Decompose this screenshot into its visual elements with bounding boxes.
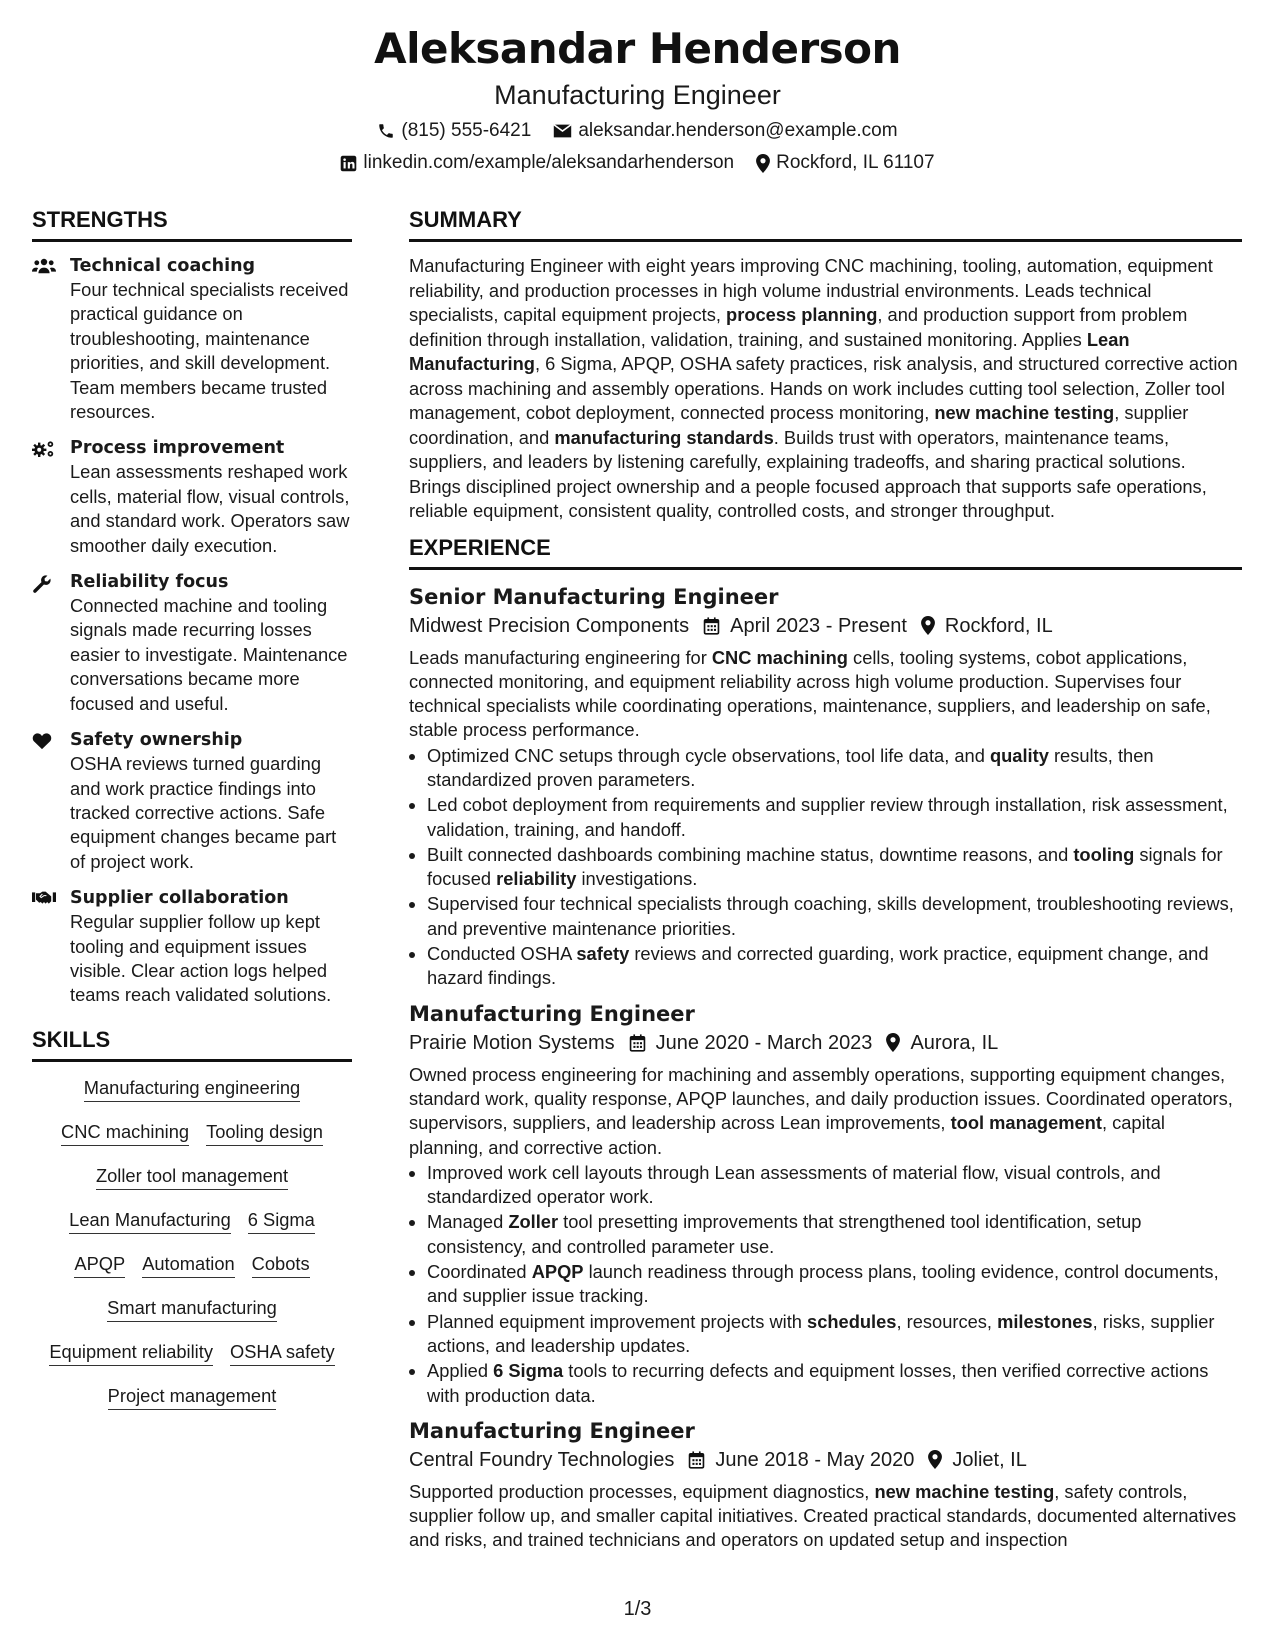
strength-item xyxy=(32,570,352,716)
job-title: Manufacturing Engineer xyxy=(409,1001,695,1026)
strength-desc: OSHA reviews turned guarding and work practice findings into tracked corrective actions. Safe equipment changes became part of project work. xyxy=(70,753,337,872)
job-location-text: Rockford, IL xyxy=(944,614,1053,637)
skill-tag: Project management xyxy=(108,1384,277,1410)
phone-icon xyxy=(377,122,395,140)
strength-desc: Connected machine and tooling signals made recurring losses easier to investigate. Maintenance conversations became more focused and useful. xyxy=(70,595,348,714)
phone-text: (815) 555-6421 xyxy=(401,120,532,141)
linkedin-contact[interactable] xyxy=(340,150,734,176)
skill-tag: 6 Sigma xyxy=(248,1208,315,1234)
map-pin-icon xyxy=(886,1033,900,1052)
candidate-title: Manufacturing Engineer xyxy=(494,80,781,110)
skill-tag: Lean Manufacturing xyxy=(69,1208,231,1234)
job-location-text: Aurora, IL xyxy=(910,1031,999,1054)
strengths-heading: STRENGTHS xyxy=(32,206,352,242)
bold-keyword: tool management xyxy=(950,1112,1102,1134)
skill-row xyxy=(32,1252,352,1278)
phone-contact xyxy=(377,118,531,144)
bold-keyword: process planning xyxy=(726,304,878,325)
bold-keyword: 6 Sigma xyxy=(493,1360,564,1382)
job-title: Manufacturing Engineer xyxy=(409,1418,695,1443)
email-contact[interactable] xyxy=(553,118,897,144)
job-location xyxy=(928,1446,1026,1474)
job-entry xyxy=(409,582,1242,991)
resume-header xyxy=(0,20,1275,176)
bold-keyword: schedules xyxy=(807,1310,897,1332)
job-bullet: • Managed Zoller tool presetting improvements that strengthened tool identification, setup consistency, and controlled parameter use. xyxy=(427,1210,1242,1259)
page-number: 1/3 xyxy=(623,1598,652,1620)
strength-item xyxy=(32,886,352,1008)
strength-title: Supplier collaboration xyxy=(70,888,289,909)
strength-title: Reliability focus xyxy=(70,572,229,593)
job-dates xyxy=(629,1029,873,1057)
job-entry xyxy=(409,1416,1242,1553)
company-name: Central Foundry Technologies xyxy=(409,1448,675,1471)
strength-title: Technical coaching xyxy=(70,256,256,276)
job-meta xyxy=(409,1446,1242,1474)
skill-row xyxy=(32,1164,352,1190)
skill-tag: OSHA safety xyxy=(230,1340,335,1366)
bold-keyword: APQP xyxy=(531,1261,584,1283)
gears-icon xyxy=(32,436,58,558)
bold-keyword: tooling xyxy=(1073,843,1135,865)
skill-tag: Smart manufacturing xyxy=(107,1296,277,1322)
skill-tag: Zoller tool management xyxy=(96,1164,288,1190)
map-pin-icon xyxy=(756,154,770,173)
map-pin-icon xyxy=(921,616,935,635)
skill-row xyxy=(32,1208,352,1234)
job-bullet: • Planned equipment improvement projects with schedules, resources, milestones, risks, supplier actions, and leadership updates. xyxy=(427,1310,1242,1359)
strength-desc: Four technical specialists received practical guidance on troubleshooting, maintenance priorities, and skill development. Team members became trusted resources. xyxy=(70,279,349,423)
job-dates xyxy=(688,1446,914,1474)
strength-item xyxy=(32,436,352,558)
job-bullet: • Coordinated APQP launch readiness through process plans, tooling evidence, control documents, and supplier issue tracking. xyxy=(427,1260,1242,1309)
bold-keyword: safety xyxy=(576,943,630,965)
heart-icon xyxy=(32,728,58,874)
company-name: Prairie Motion Systems xyxy=(409,1031,615,1054)
linkedin-icon xyxy=(340,155,357,172)
job-description: Supported production processes, equipment diagnostics, new machine testing, safety controls, supplier follow up, and smaller capital initiatives. Created practical standards, documented alternatives and risks, and trained technicians and operators on updated setup and inspection xyxy=(409,1480,1237,1551)
job-title: Senior Manufacturing Engineer xyxy=(409,584,779,609)
skill-tag: Automation xyxy=(142,1252,234,1278)
skills-list xyxy=(32,1076,352,1410)
calendar-icon xyxy=(703,617,720,635)
skill-row xyxy=(32,1120,352,1146)
bold-keyword: Lean Manufacturing xyxy=(409,328,1130,374)
experience-list xyxy=(409,582,1242,1553)
location-text: Rockford, IL 61107 xyxy=(776,152,935,173)
left-column xyxy=(32,206,352,1428)
skill-row xyxy=(32,1076,352,1102)
job-bullet: • Built connected dashboards combining machine status, downtime reasons, and tooling signals for focused reliability investigations. xyxy=(427,843,1242,892)
skill-tag: CNC machining xyxy=(61,1120,189,1146)
contact-row-2 xyxy=(0,150,1275,176)
job-bullets xyxy=(409,1161,1242,1408)
job-location-text: Joliet, IL xyxy=(952,1448,1027,1471)
strength-desc: Lean assessments reshaped work cells, material flow, visual controls, and standard work. Operators saw smoother daily execution. xyxy=(70,461,350,556)
skill-row xyxy=(32,1340,352,1366)
strength-desc: Regular supplier follow up kept tooling and equipment issues visible. Clear action logs helped teams reach validated solutions. xyxy=(70,911,332,1006)
job-dates-text: June 2018 - May 2020 xyxy=(715,1448,915,1471)
bold-keyword: milestones xyxy=(997,1310,1093,1332)
skill-tag: APQP xyxy=(74,1252,125,1278)
email-text[interactable]: aleksandar.henderson@example.com xyxy=(578,120,898,141)
linkedin-text[interactable]: linkedin.com/example/aleksandarhenderson xyxy=(363,152,735,173)
skill-row xyxy=(32,1384,352,1410)
job-bullets xyxy=(409,744,1242,991)
job-bullet: • Improved work cell layouts through Lean assessments of material flow, visual controls, and standardized operator work. xyxy=(427,1161,1242,1210)
job-location xyxy=(886,1029,998,1057)
strength-item xyxy=(32,728,352,874)
bold-keyword: reliability xyxy=(496,868,577,890)
bold-keyword: manufacturing standards xyxy=(554,426,774,448)
skill-tag: Manufacturing engineering xyxy=(84,1076,300,1102)
job-meta xyxy=(409,1029,1242,1057)
wrench-icon xyxy=(32,570,58,716)
job-bullet: • Led cobot deployment from requirements and supplier review through installation, risk assessment, validation, training, and handoff. xyxy=(427,793,1242,842)
location-contact xyxy=(756,150,934,176)
skill-tag: Equipment reliability xyxy=(49,1340,213,1366)
users-icon xyxy=(32,254,58,424)
bold-keyword: new machine testing xyxy=(934,402,1115,423)
job-description: Leads manufacturing engineering for CNC machining cells, tooling systems, cobot applications, connected monitoring, and equipment reliability across high volume production. Supervises four technical specialists while coordinating operations, maintenance, suppliers, and leadership on safe, stable process performance. xyxy=(409,646,1211,741)
bold-keyword: new machine testing xyxy=(874,1480,1055,1502)
bold-keyword: CNC machining xyxy=(711,646,848,668)
strength-title: Safety ownership xyxy=(70,730,243,751)
bold-keyword: Zoller xyxy=(508,1211,559,1233)
job-bullet: • Supervised four technical specialists through coaching, skills development, troubleshooting reviews, and preventive maintenance priorities. xyxy=(427,892,1242,941)
skill-row xyxy=(32,1296,352,1322)
envelope-icon xyxy=(553,123,572,139)
job-dates-text: June 2020 - March 2023 xyxy=(655,1031,873,1054)
skills-heading: SKILLS xyxy=(32,1026,352,1062)
summary-text: Manufacturing Engineer with eight years improving CNC machining, tooling, automation, equipment reliability, and production processes in high volume industrial environments. Leads technical specialists, capital equipment projects, process planning, and production support from problem definition through installation, validation, training, and sustained monitoring. Applies Lean Manufacturing, 6 Sigma, APQP, OSHA safety practices, risk analysis, and structured corrective action across machining and assembly operations. Hands on work includes cutting tool selection, Zoller tool management, cobot deployment, connected process monitoring, new machine testing, supplier coordination, and manufacturing standards. Builds trust with operators, maintenance teams, suppliers, and leaders by listening carefully, explaining tradeoffs, and sharing practical solutions. Brings disciplined project ownership and a people focused approach that supports safe operations, reliable equipment, consistent quality, controlled costs, and stronger throughput. xyxy=(409,255,1238,521)
handshake-icon xyxy=(32,886,58,1008)
job-description: Owned process engineering for machining and assembly operations, supporting equipment changes, standard work, quality response, APQP launches, and daily production issues. Coordinated operators, supervisors, suppliers, and leadership across Lean improvements, tool management, capital planning, and corrective action. xyxy=(409,1063,1233,1158)
job-meta xyxy=(409,612,1242,640)
calendar-icon xyxy=(629,1034,646,1052)
map-pin-icon xyxy=(928,1450,942,1469)
strength-item xyxy=(32,254,352,424)
bold-keyword: quality xyxy=(989,744,1049,766)
job-bullet: • Applied 6 Sigma tools to recurring defects and equipment losses, then verified corrective actions with production data. xyxy=(427,1359,1242,1408)
job-location xyxy=(921,612,1053,640)
candidate-name: Aleksandar Henderson xyxy=(374,24,901,73)
skill-tag: Cobots xyxy=(252,1252,310,1278)
experience-heading: EXPERIENCE xyxy=(409,534,1242,570)
skill-tag: Tooling design xyxy=(206,1120,323,1146)
job-dates-text: April 2023 - Present xyxy=(730,614,907,637)
company-name: Midwest Precision Components xyxy=(409,614,690,637)
job-bullet: • Optimized CNC setups through cycle observations, tool life data, and quality results, then standardized proven parameters. xyxy=(427,744,1242,793)
summary-heading: SUMMARY xyxy=(409,206,1242,242)
strength-title: Process improvement xyxy=(70,438,285,459)
job-bullet: • Conducted OSHA safety reviews and corrected guarding, work practice, equipment change, and hazard findings. xyxy=(427,942,1242,991)
contact-row-1 xyxy=(0,118,1275,144)
right-column xyxy=(409,206,1242,1561)
calendar-icon xyxy=(688,1451,705,1469)
job-entry xyxy=(409,999,1242,1408)
job-dates xyxy=(703,612,907,640)
